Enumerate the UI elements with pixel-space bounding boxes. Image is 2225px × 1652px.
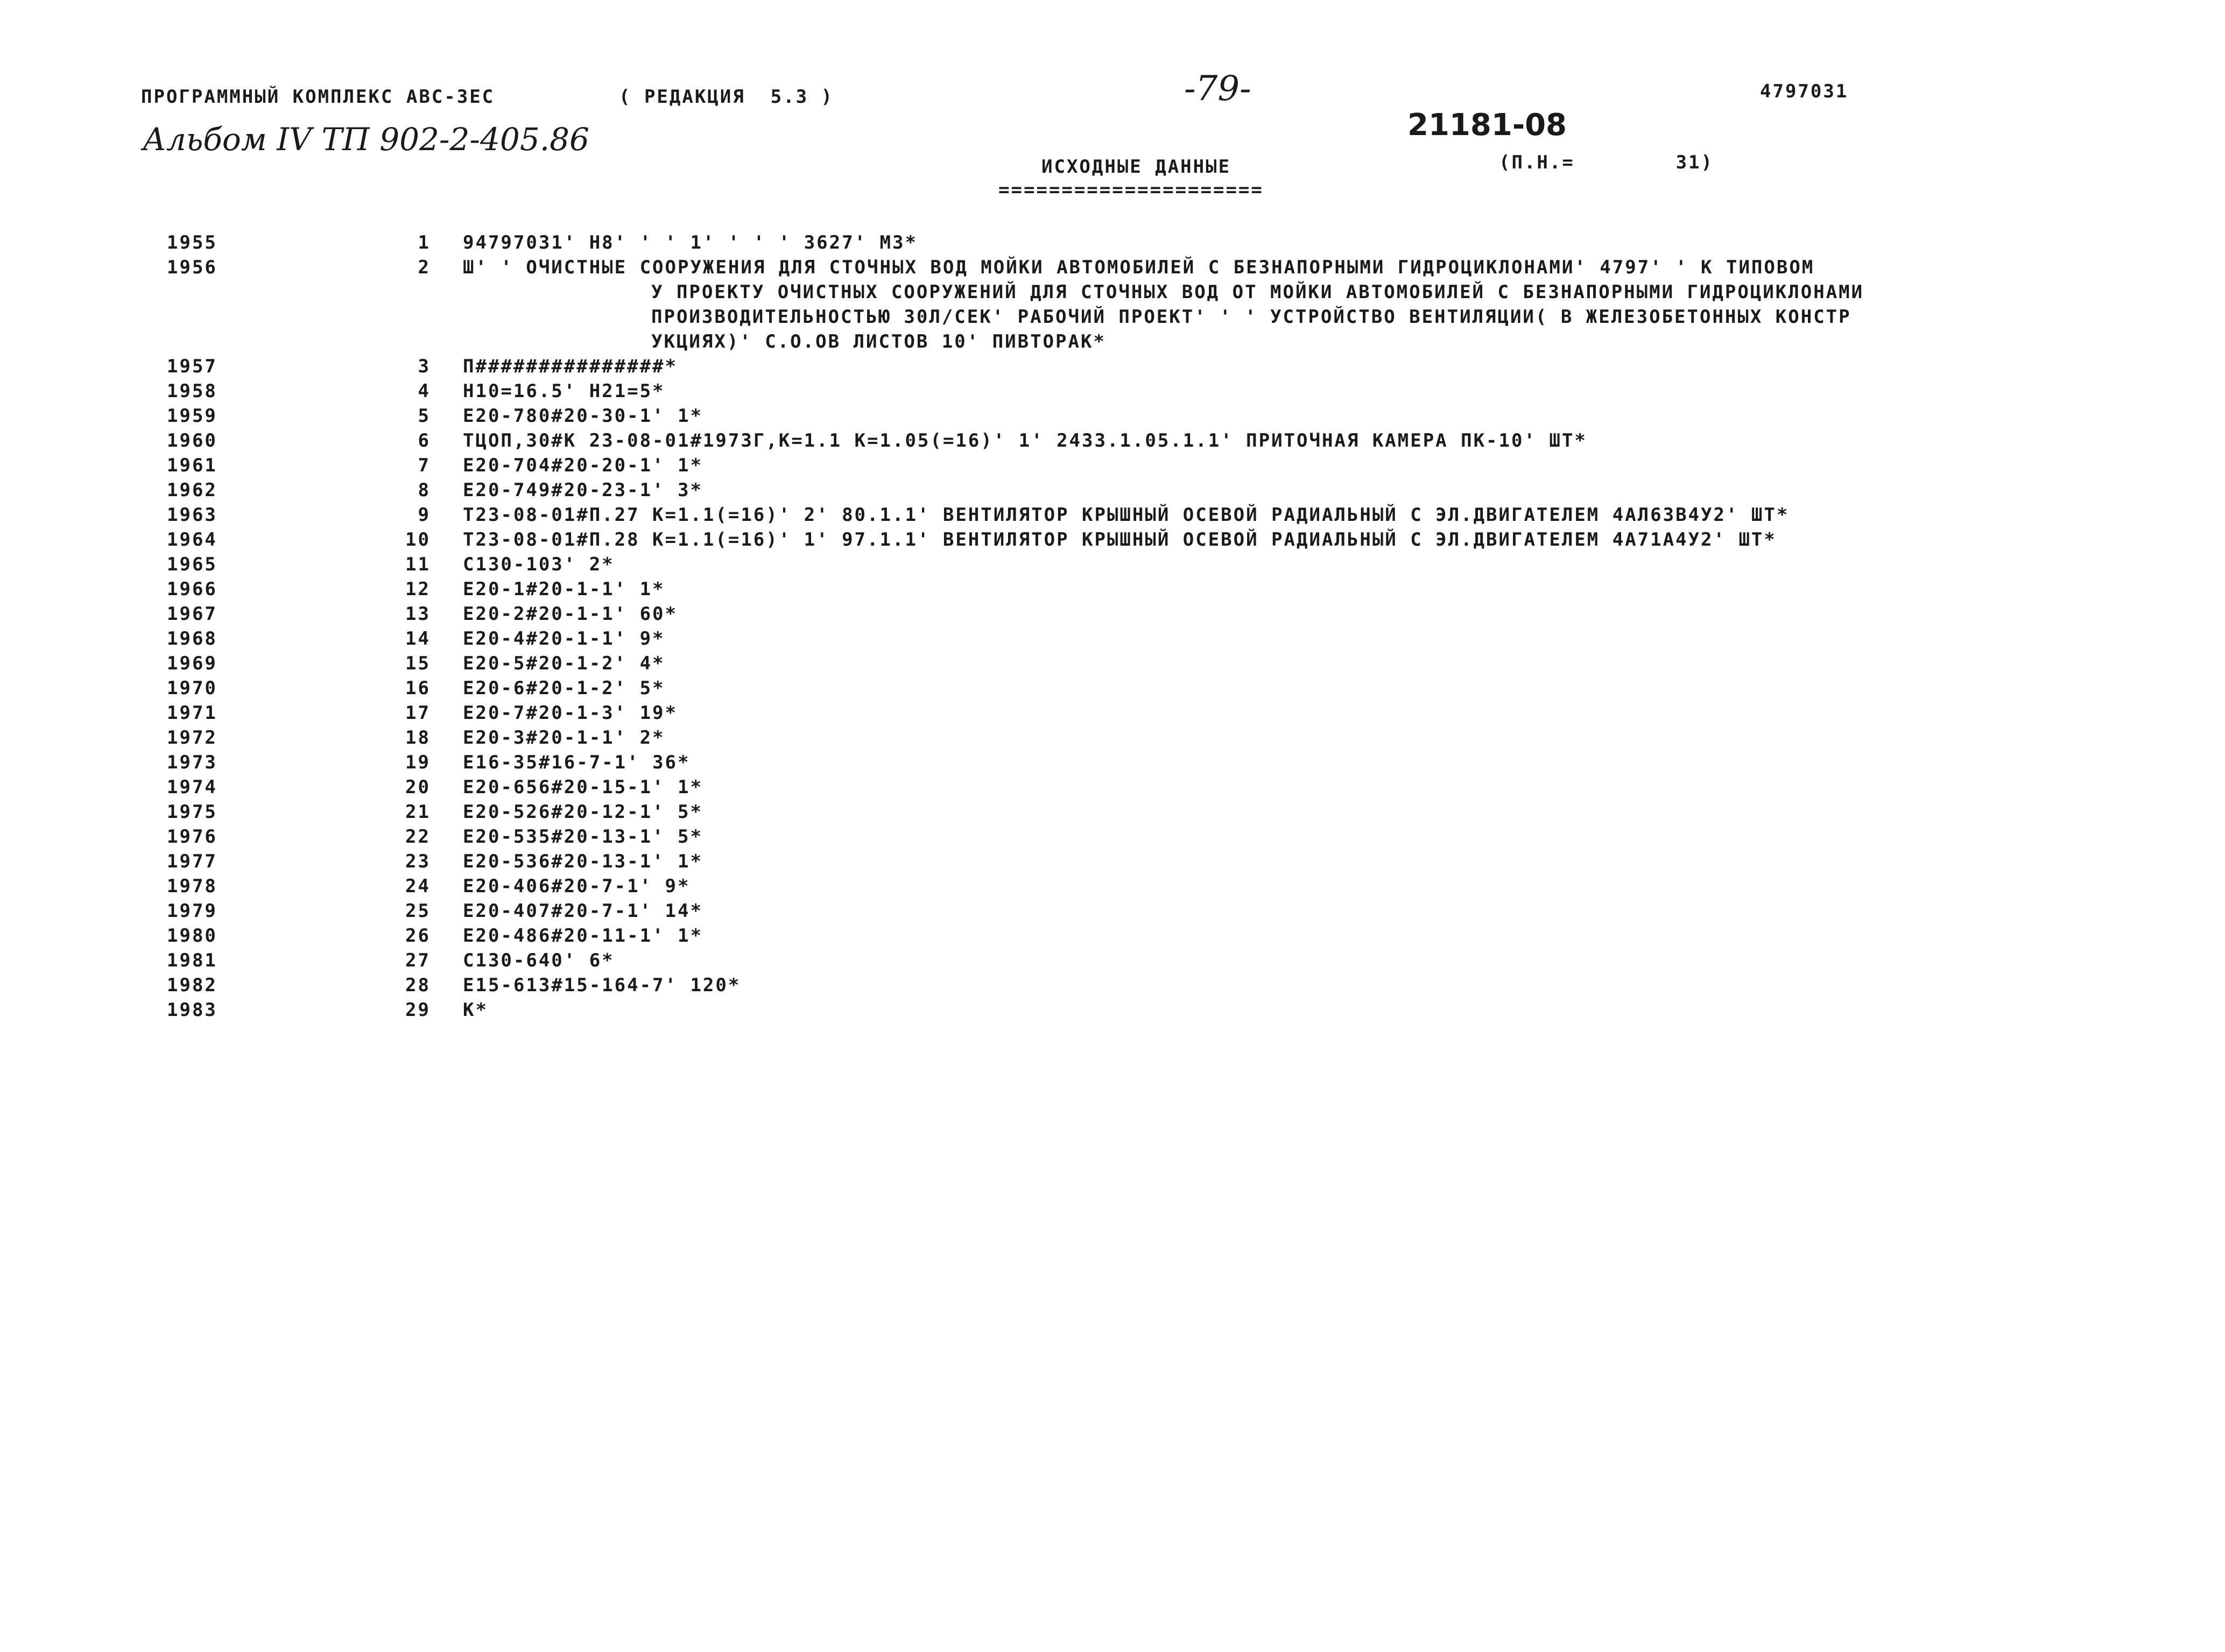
statement-number: 1 bbox=[418, 232, 431, 253]
statement-number: 23 bbox=[405, 851, 431, 872]
registration-stamp: 21181-08 bbox=[1407, 108, 1567, 143]
statement-text bbox=[463, 478, 2158, 503]
line-number: 1960 bbox=[167, 430, 217, 451]
statement-text bbox=[463, 453, 2158, 478]
listing-row bbox=[167, 948, 2158, 973]
statement-line: Н10=16.5' Н21=5* bbox=[463, 380, 665, 402]
line-number: 1963 bbox=[167, 504, 217, 526]
listing-row bbox=[167, 775, 2158, 800]
statement-line: Е20-407#20-7-1' 14* bbox=[463, 900, 703, 922]
statement-text bbox=[463, 552, 2158, 577]
album-annotation: Альбом IV ТП 902-2-405.86 bbox=[143, 121, 589, 158]
line-number: 1964 bbox=[167, 529, 217, 550]
statement-number: 20 bbox=[405, 776, 431, 798]
statement-line: Е20-406#20-7-1' 9* bbox=[463, 876, 691, 897]
statement-line: Е15-613#15-164-7' 120* bbox=[463, 975, 741, 996]
document-code: 4797031 bbox=[1760, 81, 1849, 102]
listing-row bbox=[167, 923, 2158, 948]
listing-row bbox=[167, 428, 2158, 453]
line-number: 1979 bbox=[167, 900, 217, 922]
statement-text bbox=[463, 849, 2158, 874]
statement-text bbox=[463, 230, 2158, 255]
statement-line: Т23-08-01#П.27 К=1.1(=16)' 2' 80.1.1' ВЕНТИЛЯТОР КРЫШНЫЙ ОСЕВОЙ РАДИАЛЬНЫЙ С ЭЛ.ДВИГАТЕЛЕМ 4АЛ63В4У2' ШТ* bbox=[463, 504, 1790, 526]
statement-text bbox=[463, 602, 2158, 626]
line-number: 1980 bbox=[167, 925, 217, 947]
statement-text bbox=[463, 676, 2158, 701]
line-number: 1967 bbox=[167, 603, 217, 625]
statement-line: К* bbox=[463, 999, 488, 1021]
line-number: 1966 bbox=[167, 578, 217, 600]
page-number: -79- bbox=[1184, 69, 1251, 109]
statement-number: 19 bbox=[405, 752, 431, 773]
statement-text bbox=[463, 899, 2158, 923]
statement-line: П###############* bbox=[463, 356, 678, 377]
listing-row bbox=[167, 527, 2158, 552]
statement-number: 24 bbox=[405, 876, 431, 897]
statement-text bbox=[463, 750, 2158, 775]
line-number: 1983 bbox=[167, 999, 217, 1021]
statement-text bbox=[463, 874, 2158, 899]
listing-row bbox=[167, 824, 2158, 849]
line-number: 1958 bbox=[167, 380, 217, 402]
line-number: 1978 bbox=[167, 876, 217, 897]
statement-text bbox=[463, 404, 2158, 428]
statement-line: Е16-35#16-7-1' 36* bbox=[463, 752, 691, 773]
statement-number: 15 bbox=[405, 653, 431, 674]
line-number: 1962 bbox=[167, 479, 217, 501]
listing-row bbox=[167, 849, 2158, 874]
data-listing bbox=[167, 230, 2158, 1022]
statement-number: 17 bbox=[405, 702, 431, 724]
pn-label: (П.Н.= 31) bbox=[1499, 152, 1714, 173]
line-number: 1981 bbox=[167, 950, 217, 971]
line-number: 1976 bbox=[167, 826, 217, 848]
line-number: 1972 bbox=[167, 727, 217, 749]
statement-number: 3 bbox=[418, 356, 431, 377]
listing-row bbox=[167, 701, 2158, 725]
statement-line: Е20-780#20-30-1' 1* bbox=[463, 405, 703, 427]
line-number: 1956 bbox=[167, 257, 217, 278]
statement-text bbox=[463, 701, 2158, 725]
statement-text bbox=[463, 503, 2158, 527]
statement-line: Е20-6#20-1-2' 5* bbox=[463, 677, 665, 699]
statement-line: Е20-2#20-1-1' 60* bbox=[463, 603, 678, 625]
section-title-underline: ===================== bbox=[998, 179, 1264, 201]
line-number: 1955 bbox=[167, 232, 217, 253]
listing-row bbox=[167, 973, 2158, 998]
statement-continuation: ПРОИЗВОДИТЕЛЬНОСТЬЮ 30Л/СЕК' РАБОЧИЙ ПРОЕКТ' ' ' УСТРОЙСТВО ВЕНТИЛЯЦИИ( В ЖЕЛЕЗОБЕТОННЫХ КОНСТР bbox=[651, 306, 1851, 328]
listing-row bbox=[167, 725, 2158, 750]
statement-text bbox=[463, 379, 2158, 404]
statement-number: 8 bbox=[418, 479, 431, 501]
listing-row bbox=[167, 230, 2158, 255]
statement-line: Е20-7#20-1-3' 19* bbox=[463, 702, 678, 724]
statement-text bbox=[463, 354, 2158, 379]
listing-row bbox=[167, 602, 2158, 626]
statement-number: 16 bbox=[405, 677, 431, 699]
statement-text bbox=[463, 626, 2158, 651]
statement-number: 13 bbox=[405, 603, 431, 625]
program-title: ПРОГРАММНЫЙ КОМПЛЕКС АВС-3ЕС bbox=[141, 86, 495, 108]
statement-text bbox=[463, 527, 2158, 552]
statement-text bbox=[463, 998, 2158, 1022]
statement-text bbox=[463, 725, 2158, 750]
statement-line: С130-103' 2* bbox=[463, 554, 615, 575]
line-number: 1957 bbox=[167, 356, 217, 377]
statement-text bbox=[463, 428, 2158, 453]
listing-row bbox=[167, 379, 2158, 404]
statement-line: 94797031' Н8' ' ' 1' ' ' ' 3627' М3* bbox=[463, 232, 918, 253]
line-number: 1971 bbox=[167, 702, 217, 724]
statement-line: Ш' ' ОЧИСТНЫЕ СООРУЖЕНИЯ ДЛЯ СТОЧНЫХ ВОД МОЙКИ АВТОМОБИЛЕЙ С БЕЗНАПОРНЫМИ ГИДРОЦИКЛОНАМИ' 4797' ' К ТИПОВОМ bbox=[463, 257, 1815, 278]
line-number: 1961 bbox=[167, 455, 217, 476]
statement-text bbox=[463, 775, 2158, 800]
statement-line: Е20-656#20-15-1' 1* bbox=[463, 776, 703, 798]
listing-row bbox=[167, 874, 2158, 899]
statement-number: 28 bbox=[405, 975, 431, 996]
listing-row bbox=[167, 899, 2158, 923]
statement-continuation: У ПРОЕКТУ ОЧИСТНЫХ СООРУЖЕНИЙ ДЛЯ СТОЧНЫХ ВОД ОТ МОЙКИ АВТОМОБИЛЕЙ С БЕЗНАПОРНЫМИ ГИДРОЦИКЛОНАМИ bbox=[651, 281, 1864, 303]
listing-row bbox=[167, 998, 2158, 1022]
statement-number: 11 bbox=[405, 554, 431, 575]
statement-number: 9 bbox=[418, 504, 431, 526]
statement-line: Е20-749#20-23-1' 3* bbox=[463, 479, 703, 501]
listing-row bbox=[167, 552, 2158, 577]
statement-line: Е20-526#20-12-1' 5* bbox=[463, 801, 703, 823]
statement-text bbox=[463, 948, 2158, 973]
statement-number: 5 bbox=[418, 405, 431, 427]
listing-row bbox=[167, 676, 2158, 701]
line-number: 1977 bbox=[167, 851, 217, 872]
section-title: ИСХОДНЫЕ ДАННЫЕ bbox=[1041, 156, 1231, 178]
line-number: 1968 bbox=[167, 628, 217, 649]
statement-line: ТЦОП,30#К 23-08-01#1973Г,К=1.1 К=1.05(=16)' 1' 2433.1.05.1.1' ПРИТОЧНАЯ КАМЕРА ПК-10' ШТ* bbox=[463, 430, 1587, 451]
listing-row bbox=[167, 651, 2158, 676]
listing-row bbox=[167, 478, 2158, 503]
statement-line: Е20-3#20-1-1' 2* bbox=[463, 727, 665, 749]
listing-row bbox=[167, 750, 2158, 775]
line-number: 1969 bbox=[167, 653, 217, 674]
edition-label: ( РЕДАКЦИЯ 5.3 ) bbox=[619, 86, 834, 108]
statement-text bbox=[463, 973, 2158, 998]
statement-number: 4 bbox=[418, 380, 431, 402]
statement-line: Е20-535#20-13-1' 5* bbox=[463, 826, 703, 848]
listing-row bbox=[167, 800, 2158, 824]
line-number: 1973 bbox=[167, 752, 217, 773]
statement-number: 26 bbox=[405, 925, 431, 947]
line-number: 1959 bbox=[167, 405, 217, 427]
statement-number: 18 bbox=[405, 727, 431, 749]
statement-line: Т23-08-01#П.28 К=1.1(=16)' 1' 97.1.1' ВЕНТИЛЯТОР КРЫШНЫЙ ОСЕВОЙ РАДИАЛЬНЫЙ С ЭЛ.ДВИГАТЕЛЕМ 4А71А4У2' ШТ* bbox=[463, 529, 1777, 550]
statement-line: Е20-536#20-13-1' 1* bbox=[463, 851, 703, 872]
statement-number: 7 bbox=[418, 455, 431, 476]
statement-number: 12 bbox=[405, 578, 431, 600]
statement-number: 2 bbox=[418, 257, 431, 278]
statement-number: 27 bbox=[405, 950, 431, 971]
listing-row bbox=[167, 255, 2158, 354]
statement-line: С130-640' 6* bbox=[463, 950, 615, 971]
statement-text bbox=[463, 800, 2158, 824]
statement-text bbox=[463, 255, 2158, 354]
statement-line: Е20-704#20-20-1' 1* bbox=[463, 455, 703, 476]
statement-continuation: УКЦИЯХ)' С.О.ОВ ЛИСТОВ 10' ПИВТОРАК* bbox=[651, 331, 1106, 352]
statement-text bbox=[463, 923, 2158, 948]
statement-number: 29 bbox=[405, 999, 431, 1021]
statement-line: Е20-5#20-1-2' 4* bbox=[463, 653, 665, 674]
statement-number: 14 bbox=[405, 628, 431, 649]
line-number: 1965 bbox=[167, 554, 217, 575]
statement-number: 10 bbox=[405, 529, 431, 550]
listing-row bbox=[167, 453, 2158, 478]
listing-row bbox=[167, 626, 2158, 651]
statement-number: 21 bbox=[405, 801, 431, 823]
listing-row bbox=[167, 503, 2158, 527]
line-number: 1970 bbox=[167, 677, 217, 699]
line-number: 1974 bbox=[167, 776, 217, 798]
statement-line: Е20-4#20-1-1' 9* bbox=[463, 628, 665, 649]
statement-number: 6 bbox=[418, 430, 431, 451]
statement-number: 25 bbox=[405, 900, 431, 922]
listing-row bbox=[167, 354, 2158, 379]
line-number: 1975 bbox=[167, 801, 217, 823]
statement-text bbox=[463, 577, 2158, 602]
listing-row bbox=[167, 404, 2158, 428]
statement-line: Е20-1#20-1-1' 1* bbox=[463, 578, 665, 600]
statement-line: Е20-486#20-11-1' 1* bbox=[463, 925, 703, 947]
statement-number: 22 bbox=[405, 826, 431, 848]
line-number: 1982 bbox=[167, 975, 217, 996]
statement-text bbox=[463, 824, 2158, 849]
listing-row bbox=[167, 577, 2158, 602]
statement-text bbox=[463, 651, 2158, 676]
